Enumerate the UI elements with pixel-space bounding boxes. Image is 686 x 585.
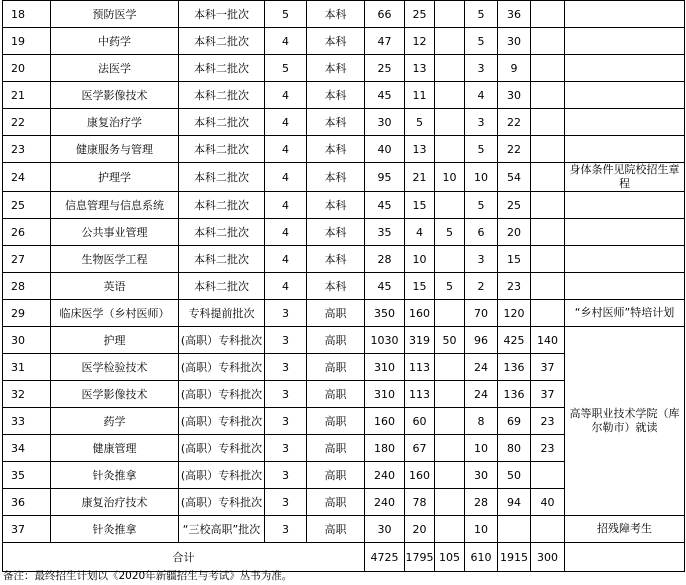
cell-note	[565, 246, 685, 273]
cell-c2	[435, 516, 465, 543]
cell-total: 28	[365, 246, 405, 273]
cell-major: 预防医学	[51, 1, 179, 28]
cell-total: 25	[365, 55, 405, 82]
cell-c4: 136	[498, 354, 531, 381]
cell-c3: 24	[465, 354, 498, 381]
cell-level: 本科	[307, 136, 365, 163]
cell-c5	[531, 136, 565, 163]
cell-c4: 9	[498, 55, 531, 82]
cell-c3: 96	[465, 327, 498, 354]
cell-c1: 160	[405, 462, 435, 489]
cell-c2	[435, 55, 465, 82]
cell-c4: 54	[498, 163, 531, 192]
cell-major: 信息管理与信息系统	[51, 192, 179, 219]
table-row	[3, 246, 685, 273]
cell-c2	[435, 28, 465, 55]
cell-years: 3	[265, 354, 307, 381]
cell-c4: 15	[498, 246, 531, 273]
cell-c1: 12	[405, 28, 435, 55]
cell-note	[565, 82, 685, 109]
table-row	[3, 82, 685, 109]
cell-years: 4	[265, 219, 307, 246]
cell-c2	[435, 381, 465, 408]
cell-c3: 5	[465, 28, 498, 55]
cell-no: 27	[3, 246, 51, 273]
total-label: 合计	[3, 543, 365, 572]
cell-note	[565, 1, 685, 28]
cell-c2	[435, 489, 465, 516]
table-row	[3, 516, 685, 543]
table-row	[3, 300, 685, 327]
cell-c3: 5	[465, 1, 498, 28]
table-row	[3, 163, 685, 192]
total-c4: 1915	[498, 543, 531, 572]
cell-c2: 50	[435, 327, 465, 354]
cell-batch: 本科一批次	[179, 1, 265, 28]
cell-c1: 10	[405, 246, 435, 273]
cell-c5	[531, 55, 565, 82]
cell-c1: 78	[405, 489, 435, 516]
cell-no: 35	[3, 462, 51, 489]
cell-years: 5	[265, 55, 307, 82]
enrollment-plan-table	[2, 0, 685, 572]
cell-c2: 5	[435, 219, 465, 246]
cell-c3: 3	[465, 109, 498, 136]
cell-batch: 本科二批次	[179, 55, 265, 82]
cell-no: 21	[3, 82, 51, 109]
cell-major: 医学影像技术	[51, 82, 179, 109]
cell-c5	[531, 462, 565, 489]
table-row	[3, 1, 685, 28]
cell-c4: 25	[498, 192, 531, 219]
cell-batch: (高职）专科批次	[179, 489, 265, 516]
cell-c3: 8	[465, 408, 498, 435]
cell-years: 3	[265, 435, 307, 462]
cell-c5: 37	[531, 354, 565, 381]
cell-c3: 3	[465, 246, 498, 273]
cell-c4: 20	[498, 219, 531, 246]
table-row	[3, 327, 685, 354]
cell-total: 30	[365, 516, 405, 543]
cell-years: 3	[265, 462, 307, 489]
cell-c4	[498, 516, 531, 543]
cell-c5	[531, 82, 565, 109]
cell-level: 本科	[307, 1, 365, 28]
cell-c3: 10	[465, 163, 498, 192]
cell-major: 针灸推拿	[51, 462, 179, 489]
cell-major: 护理学	[51, 163, 179, 192]
cell-no: 31	[3, 354, 51, 381]
cell-batch: 本科二批次	[179, 109, 265, 136]
cell-major: 健康管理	[51, 435, 179, 462]
cell-no: 26	[3, 219, 51, 246]
cell-years: 4	[265, 273, 307, 300]
cell-note	[565, 55, 685, 82]
cell-no: 25	[3, 192, 51, 219]
cell-years: 5	[265, 1, 307, 28]
cell-level: 本科	[307, 82, 365, 109]
cell-years: 4	[265, 163, 307, 192]
cell-years: 3	[265, 300, 307, 327]
cell-major: 护理	[51, 327, 179, 354]
cell-c2: 5	[435, 273, 465, 300]
cell-batch: (高职）专科批次	[179, 435, 265, 462]
cell-batch: 本科二批次	[179, 82, 265, 109]
cell-major: 康复治疗技术	[51, 489, 179, 516]
cell-level: 本科	[307, 55, 365, 82]
cell-c5: 23	[531, 435, 565, 462]
cell-c5	[531, 273, 565, 300]
cell-years: 4	[265, 82, 307, 109]
cell-total: 95	[365, 163, 405, 192]
cell-c4: 22	[498, 136, 531, 163]
cell-no: 20	[3, 55, 51, 82]
table-row	[3, 109, 685, 136]
cell-merged-note: 高等职业技术学院（库尔勒市）就读	[565, 327, 685, 516]
cell-batch: 本科二批次	[179, 246, 265, 273]
cell-no: 30	[3, 327, 51, 354]
cell-c4: 23	[498, 273, 531, 300]
cell-total: 35	[365, 219, 405, 246]
cell-c1: 4	[405, 219, 435, 246]
total-total: 4725	[365, 543, 405, 572]
total-c2: 105	[435, 543, 465, 572]
cell-total: 240	[365, 462, 405, 489]
cell-major: 医学影像技术	[51, 381, 179, 408]
cell-level: 本科	[307, 219, 365, 246]
cell-c1: 13	[405, 55, 435, 82]
cell-years: 4	[265, 246, 307, 273]
cell-major: 公共事业管理	[51, 219, 179, 246]
total-note	[565, 543, 685, 572]
cell-total: 30	[365, 109, 405, 136]
cell-c2	[435, 462, 465, 489]
cell-batch: 本科二批次	[179, 219, 265, 246]
cell-batch: (高职）专科批次	[179, 327, 265, 354]
cell-level: 高职	[307, 300, 365, 327]
cell-c4: 94	[498, 489, 531, 516]
cell-no: 36	[3, 489, 51, 516]
cell-c2	[435, 109, 465, 136]
cell-major: 临床医学（乡村医师）	[51, 300, 179, 327]
cell-major: 康复治疗学	[51, 109, 179, 136]
cell-c3: 10	[465, 435, 498, 462]
cell-c1: 60	[405, 408, 435, 435]
cell-major: 健康服务与管理	[51, 136, 179, 163]
footnote: 备注：最终招生计划以《2020年新疆招生与考试》丛书为准。	[3, 570, 293, 582]
cell-c1: 25	[405, 1, 435, 28]
cell-total: 45	[365, 82, 405, 109]
cell-total: 310	[365, 354, 405, 381]
cell-major: 法医学	[51, 55, 179, 82]
cell-c2	[435, 82, 465, 109]
cell-batch: “三校高职”批次	[179, 516, 265, 543]
cell-batch: (高职）专科批次	[179, 462, 265, 489]
cell-level: 高职	[307, 489, 365, 516]
cell-no: 23	[3, 136, 51, 163]
cell-level: 本科	[307, 163, 365, 192]
cell-c4: 36	[498, 1, 531, 28]
cell-no: 19	[3, 28, 51, 55]
cell-c5	[531, 163, 565, 192]
cell-total: 45	[365, 273, 405, 300]
cell-c1: 319	[405, 327, 435, 354]
cell-c5	[531, 1, 565, 28]
cell-total: 40	[365, 136, 405, 163]
table-row	[3, 219, 685, 246]
cell-level: 高职	[307, 516, 365, 543]
cell-level: 高职	[307, 327, 365, 354]
cell-c1: 15	[405, 273, 435, 300]
cell-batch: 专科提前批次	[179, 300, 265, 327]
cell-c4: 120	[498, 300, 531, 327]
cell-c5	[531, 109, 565, 136]
cell-c2	[435, 408, 465, 435]
cell-c3: 3	[465, 55, 498, 82]
cell-no: 34	[3, 435, 51, 462]
cell-total: 310	[365, 381, 405, 408]
cell-c1: 11	[405, 82, 435, 109]
cell-c2	[435, 435, 465, 462]
cell-total: 66	[365, 1, 405, 28]
cell-years: 4	[265, 136, 307, 163]
cell-batch: (高职）专科批次	[179, 408, 265, 435]
cell-major: 生物医学工程	[51, 246, 179, 273]
cell-batch: 本科二批次	[179, 163, 265, 192]
cell-note	[565, 219, 685, 246]
cell-level: 高职	[307, 408, 365, 435]
total-c3: 610	[465, 543, 498, 572]
cell-c1: 15	[405, 192, 435, 219]
cell-note	[565, 136, 685, 163]
cell-level: 高职	[307, 381, 365, 408]
cell-no: 32	[3, 381, 51, 408]
cell-total: 1030	[365, 327, 405, 354]
total-c5: 300	[531, 543, 565, 572]
cell-note: 身体条件见院校招生章程	[565, 163, 685, 192]
cell-c5: 23	[531, 408, 565, 435]
cell-note	[565, 192, 685, 219]
cell-major: 医学检验技术	[51, 354, 179, 381]
cell-years: 4	[265, 28, 307, 55]
cell-c4: 30	[498, 82, 531, 109]
cell-c1: 20	[405, 516, 435, 543]
cell-c1: 113	[405, 381, 435, 408]
cell-c1: 21	[405, 163, 435, 192]
cell-level: 高职	[307, 435, 365, 462]
cell-c3: 5	[465, 136, 498, 163]
cell-c4: 80	[498, 435, 531, 462]
cell-c5	[531, 28, 565, 55]
cell-c2	[435, 300, 465, 327]
cell-c1: 5	[405, 109, 435, 136]
cell-no: 18	[3, 1, 51, 28]
cell-c3: 24	[465, 381, 498, 408]
cell-c2	[435, 192, 465, 219]
cell-batch: 本科二批次	[179, 28, 265, 55]
cell-c3: 5	[465, 192, 498, 219]
cell-c1: 113	[405, 354, 435, 381]
cell-c2: 10	[435, 163, 465, 192]
cell-batch: 本科二批次	[179, 273, 265, 300]
cell-c3: 2	[465, 273, 498, 300]
cell-c5	[531, 219, 565, 246]
table-row	[3, 192, 685, 219]
cell-c4: 30	[498, 28, 531, 55]
cell-c4: 22	[498, 109, 531, 136]
cell-c3: 6	[465, 219, 498, 246]
cell-c3: 30	[465, 462, 498, 489]
cell-c1: 13	[405, 136, 435, 163]
cell-no: 37	[3, 516, 51, 543]
cell-level: 高职	[307, 354, 365, 381]
cell-c2	[435, 1, 465, 28]
cell-c5: 140	[531, 327, 565, 354]
cell-years: 3	[265, 408, 307, 435]
cell-batch: 本科二批次	[179, 192, 265, 219]
cell-total: 240	[365, 489, 405, 516]
cell-level: 高职	[307, 462, 365, 489]
cell-level: 本科	[307, 28, 365, 55]
cell-c5	[531, 246, 565, 273]
cell-c5: 37	[531, 381, 565, 408]
table-row	[3, 55, 685, 82]
cell-c4: 50	[498, 462, 531, 489]
cell-c5: 40	[531, 489, 565, 516]
cell-c3: 28	[465, 489, 498, 516]
table-row	[3, 136, 685, 163]
cell-c2	[435, 136, 465, 163]
cell-batch: (高职）专科批次	[179, 354, 265, 381]
cell-total: 45	[365, 192, 405, 219]
cell-level: 本科	[307, 273, 365, 300]
cell-note	[565, 28, 685, 55]
cell-c4: 69	[498, 408, 531, 435]
cell-level: 本科	[307, 109, 365, 136]
cell-no: 28	[3, 273, 51, 300]
cell-years: 3	[265, 489, 307, 516]
cell-no: 22	[3, 109, 51, 136]
cell-c1: 160	[405, 300, 435, 327]
cell-c1: 67	[405, 435, 435, 462]
cell-batch: 本科二批次	[179, 136, 265, 163]
cell-total: 350	[365, 300, 405, 327]
cell-years: 3	[265, 516, 307, 543]
cell-total: 47	[365, 28, 405, 55]
cell-batch: (高职）专科批次	[179, 381, 265, 408]
cell-level: 本科	[307, 192, 365, 219]
cell-total: 160	[365, 408, 405, 435]
cell-level: 本科	[307, 246, 365, 273]
cell-major: 针灸推拿	[51, 516, 179, 543]
cell-c5	[531, 516, 565, 543]
cell-c2	[435, 354, 465, 381]
cell-note: 招残障考生	[565, 516, 685, 543]
table-row	[3, 273, 685, 300]
cell-note	[565, 109, 685, 136]
table-body	[3, 1, 685, 572]
cell-years: 4	[265, 109, 307, 136]
cell-c5	[531, 300, 565, 327]
cell-years: 3	[265, 327, 307, 354]
cell-c2	[435, 246, 465, 273]
table-row	[3, 28, 685, 55]
cell-c4: 136	[498, 381, 531, 408]
cell-years: 3	[265, 381, 307, 408]
cell-c3: 4	[465, 82, 498, 109]
cell-no: 33	[3, 408, 51, 435]
cell-years: 4	[265, 192, 307, 219]
cell-major: 中药学	[51, 28, 179, 55]
cell-no: 29	[3, 300, 51, 327]
cell-c3: 10	[465, 516, 498, 543]
cell-no: 24	[3, 163, 51, 192]
cell-total: 180	[365, 435, 405, 462]
cell-c4: 425	[498, 327, 531, 354]
cell-major: 药学	[51, 408, 179, 435]
cell-note: “乡村医师”特培计划	[565, 300, 685, 327]
total-c1: 1795	[405, 543, 435, 572]
cell-c3: 70	[465, 300, 498, 327]
cell-c5	[531, 192, 565, 219]
cell-major: 英语	[51, 273, 179, 300]
cell-note	[565, 273, 685, 300]
